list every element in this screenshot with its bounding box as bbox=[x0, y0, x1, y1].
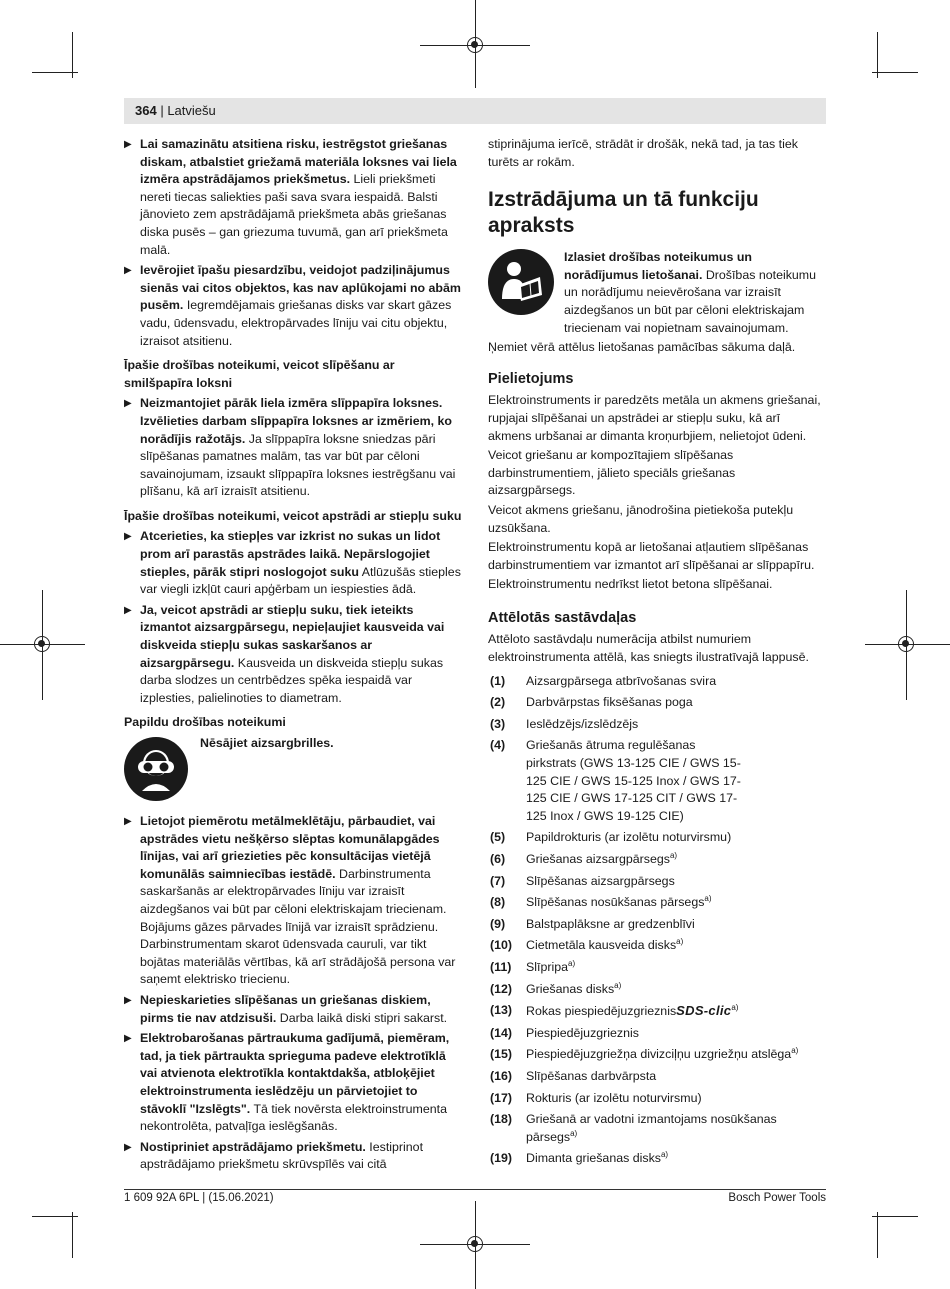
bullet-arrow-icon: ▶ bbox=[124, 265, 132, 277]
safety-bullet: ▶ Ja, veicot apstrādi ar stiepļu suku, tiek ieteikts izmantot aizsargpārsegu, nepieļaujiet kausveida vai diskveida stiepļu sukas saskaršanos ar aizsargpārsegu. Kausveida un diskveida stiepļu sukas darba slodzes un centrbēdzes spēka iespaidā var izplesties, palielinoties to diametram. bbox=[124, 602, 445, 705]
fold-note: Ņemiet vērā attēlus lietošanas pamācības sākuma daļā. bbox=[488, 340, 796, 355]
list-item: (16) Slīpēšanas darbvārpsta bbox=[490, 1068, 657, 1083]
footer-rule bbox=[124, 1189, 826, 1190]
list-item: (18) Griešanā ar vadotni izmantojams nosūkšanas pārsegs$^{a)}$ bbox=[490, 1112, 777, 1144]
list-item: (17) Rokturis (ar izolētu noturvirsmu) bbox=[490, 1090, 702, 1105]
list-item: (15) Piespiedējuzgriežņa divizciļņu uzgriežņu atslēga$^{a)}$ bbox=[490, 1046, 799, 1062]
section-heading: Īpašie drošības noteikumi, veicot apstrādi ar stiepļu suku bbox=[124, 508, 462, 523]
safety-bullet: ▶ Lietojot piemērotu metālmeklētāju, pārbaudiet, vai apstrādes vietu nešķērso slēptas komunālapgādes līnijas, vai arī griezieties pēc konsultācijas vietējā komunālās saimniecības iestādē. Darbinstrumenta saskaršanās ar elektropārvades līniju var izraisīt aizdegšanos vai būt par cēloni elektriskajam triecienam. Bojājums gāzes pārvades līnijā var izraisīt sprādzienu. Darbinstrumentam skarot ūdensvada cauruli, var tikt bojātas materiālās vērtības, kā arī strādājošā persona var saņemt elektrisko triecienu. bbox=[124, 814, 456, 987]
bullet-arrow-icon: ▶ bbox=[124, 604, 132, 616]
safety-goggles-icon bbox=[124, 737, 188, 801]
usage-paragraph: Elektroinstruments ir paredzēts metāla un akmens griešanai, rupjajai slīpēšanai un apstrādei ar stiepļu suku, kā arī akmens urbšanai ar dimanta kroņurbjiem, nelietojot ūdeni. bbox=[488, 393, 821, 443]
section-heading: Papildu drošības noteikumi bbox=[124, 715, 286, 730]
continuation-text: stiprinājuma ierīcē, strādāt ir drošāk, nekā tad, ja tas tiek turēts ar rokām. bbox=[488, 137, 798, 169]
bullet-arrow-icon: ▶ bbox=[124, 1141, 132, 1153]
list-item: (14) Piespiedējuzgrieznis bbox=[490, 1025, 639, 1040]
components-list bbox=[488, 673, 826, 1168]
footer-document-id: 1 609 92A 6PL | (15.06.2021) bbox=[124, 1192, 274, 1204]
list-item: (19) Dimanta griešanas disks$^{a)}$ bbox=[490, 1150, 669, 1166]
goggles-text: Nēsājiet aizsargbrilles. bbox=[200, 736, 334, 750]
crop-mark bbox=[32, 1216, 78, 1217]
usage-paragraph: Veicot griešanu ar kompozītajiem slīpēšanas darbinstrumentiem, jālieto speciāls griešanas aizsargpārsegs. bbox=[488, 448, 736, 498]
usage-paragraph: Elektroinstrumentu kopā ar lietošanai atļautiem slīpēšanas darbinstrumentiem var izmantot arī slīpēšanai ar slīppapīru. bbox=[488, 540, 815, 572]
crop-mark bbox=[872, 72, 918, 73]
sds-clic-logo: SDS-clic bbox=[676, 1003, 732, 1019]
list-item: (7) Slīpēšanas aizsargpārsegs bbox=[490, 873, 675, 888]
bullet-arrow-icon: ▶ bbox=[124, 816, 132, 827]
components-intro: Attēloto sastāvdaļu numerācija atbilst numuriem elektroinstrumenta attēlā, kas sniegts ilustratīvajā lappusē. bbox=[488, 632, 809, 665]
header-bar bbox=[124, 98, 826, 124]
crop-mark bbox=[72, 1212, 73, 1258]
bullet-arrow-icon: ▶ bbox=[124, 531, 132, 543]
list-item: (12) Griešanas disks$^{a)}$ bbox=[490, 980, 622, 996]
registration-mark-icon bbox=[467, 37, 483, 53]
list-item: (11) Slīpripa$^{a)}$ bbox=[490, 958, 576, 974]
bullet-arrow-icon: ▶ bbox=[124, 398, 132, 410]
registration-mark-icon bbox=[898, 636, 914, 652]
bullet-arrow-icon: ▶ bbox=[124, 994, 132, 1006]
list-item: (9) Balstpaplāksne ar gredzenblīvi bbox=[490, 916, 695, 931]
usage-paragraph: Veicot akmens griešanu, jānodrošina pietiekoša putekļu uzsūkšana. bbox=[488, 502, 794, 535]
safety-bullet: ▶ Atcerieties, ka stiepļes var izkrist no sukas un lidot prom arī parastās apstrādes laikā. Nepārslogojiet stieples, pārāk stipri noslogojot suku Atlūzušās stieples var viegli izkļūt cauri apģērbam un iespiesties ādā. bbox=[124, 529, 461, 597]
list-item: (6) Griešanas aizsargpārsegs$^{a)}$ bbox=[490, 850, 678, 866]
list-item: (5) Papildrokturis (ar izolētu noturvirsmu) bbox=[490, 830, 732, 845]
registration-mark-icon bbox=[34, 636, 50, 652]
read-manual-notice: Izlasiet drošības noteikumus un norādījumus lietošanai. Drošības noteikumu un norādījumu neievērošana var izraisīt aizdegšanos un būt par cēloni elektriskajam triecienam vai nopietnam savainojumam. bbox=[488, 249, 826, 337]
safety-bullet: ▶ Nepieskarieties slīpēšanas un griešanas diskiem, pirms tie nav atdzisuši. Darba laikā diski stipri sakarst. bbox=[124, 992, 448, 1025]
footer-brand: Bosch Power Tools bbox=[728, 1192, 826, 1204]
list-item: (1) Aizsargpārsega atbrīvošanas svira bbox=[490, 673, 717, 688]
list-item: (8) Slīpēšanas nosūkšanas pārsegs$^{a)}$ bbox=[490, 894, 712, 910]
page-header: 364 | Latviešu bbox=[135, 103, 216, 118]
list-item: (4) Griešanās ātruma regulēšanas pirkstrats (GWS 13-125 CIE / GWS 15-125 CIE / GWS 15-125 Inox / GWS 17-125 CIE / GWS 17-125 CIT / GWS 17-125 Inox / GWS 19-125 CIE) bbox=[490, 738, 741, 823]
left-column bbox=[124, 136, 462, 1177]
components-heading: Attēlotās sastāvdaļas bbox=[488, 609, 637, 626]
goggles-notice bbox=[124, 735, 462, 799]
safety-bullet: ▶ Ievērojiet īpašu piesardzību, veidojot padziļinājumus sienās vai citos objektos, kas nav aplūkojami no abām pusēm. Iegremdējamais griešanas disks var skart gāzes vadu, ūdensvadu, elektropārvades līniju vai citu objektu, izraisot atsitienu. bbox=[124, 263, 461, 348]
page-number: 364 bbox=[135, 103, 157, 118]
bullet-arrow-icon: ▶ bbox=[124, 139, 132, 150]
registration-mark-icon bbox=[467, 1236, 483, 1252]
usage-heading: Pielietojums bbox=[488, 370, 574, 387]
list-item: (2) Darbvārpstas fiksēšanas poga bbox=[490, 695, 693, 710]
safety-bullet: ▶ Nostipriniet apstrādājamo priekšmetu. Iestiprinot apstrādājamo priekšmetu skrūvspīlēs vai citā bbox=[124, 1139, 424, 1172]
section-heading: Īpašie drošības noteikumi, veicot slīpēšanu ar smilšpapīra loksni bbox=[124, 358, 395, 390]
crop-mark bbox=[872, 1216, 918, 1217]
usage-paragraph: Elektroinstrumentu nedrīkst lietot betona slīpēšanai. bbox=[488, 577, 773, 592]
safety-bullet: ▶ Neizmantojiet pārāk liela izmēra slīppapīra loksnes. Izvēlieties darbam slīppapīra loksnes ar izmēriem, ko norādījis ražotājs. Ja slīppapīra loksne sniedzas pāri slīpēšanas pamatnes malām, tas var būt par cēloni savainojumam, izsaukt slīppapīra loksnes iestrēgšanu vai plīšanu, kā arī izraisīt atsitienu. bbox=[124, 396, 456, 499]
list-item: (10) Cietmetāla kausveida disks$^{a)}$ bbox=[490, 937, 684, 953]
main-heading: Izstrādājuma un tā funkciju apraksts bbox=[488, 188, 759, 238]
right-column bbox=[488, 136, 826, 1172]
safety-bullet: ▶ Elektrobarošanas pārtraukuma gadījumā, piemēram, tad, ja tiek pārtraukta sprieguma padeve elektrotīklā vai atvienota elektrotīkla kontaktdakša, atbloķējiet elektroinstrumenta ieslēdzēju un pārvietojiet to stāvoklī "Izslēgts". Tā tiek novērsta elektroinstrumenta nekontrolēta, patvaļīga ieslēgšanās. bbox=[124, 1031, 450, 1134]
read-manual-icon bbox=[488, 249, 554, 315]
page-language: Latviešu bbox=[167, 103, 216, 118]
bullet-arrow-icon: ▶ bbox=[124, 1033, 132, 1045]
list-item: (3) Ieslēdzējs/izslēdzējs bbox=[490, 716, 639, 731]
list-item: (13) Rokas piespiedējuzgrieznisSDS-clic$^{a)}$ bbox=[490, 1003, 739, 1019]
safety-bullet: ▶ Lai samazinātu atsitiena risku, iestrēgstot griešanas diskam, atbalstiet griežamā materiāla loksnes vai liela izmēra apstrādājamos priekšmetus. Lieli priekšmeti nereti tiecas saliekties paši sava svara iespaidā. Balsti jānovieto zem apstrādājamā priekšmeta abās griešanas diska pusēs – gan griezuma tuvumā, gan arī priekšmeta malā. bbox=[124, 137, 457, 257]
crop-mark bbox=[877, 1212, 878, 1258]
crop-mark bbox=[32, 72, 78, 73]
